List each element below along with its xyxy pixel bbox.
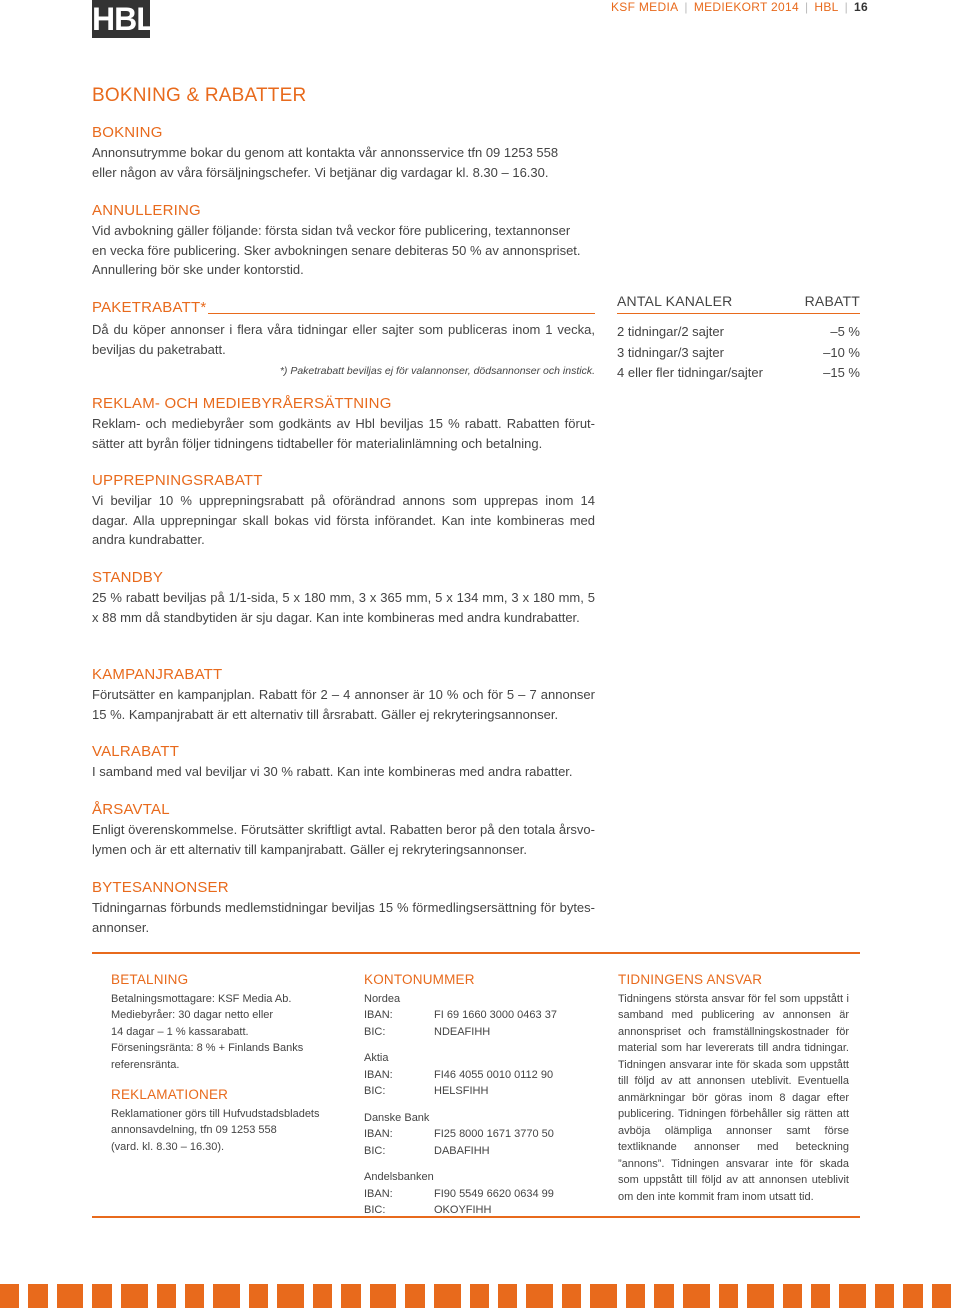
footer-line: Mediebyråer: 30 dagar netto eller <box>111 1009 274 1021</box>
table-cell: –15 % <box>823 365 860 380</box>
bic-label: BIC: <box>364 1085 386 1097</box>
bic-value: NDEAFIHH <box>434 1025 491 1038</box>
footer-heading: BETALNING <box>111 972 189 987</box>
section-kampanj <box>92 665 595 724</box>
footer-heading: TIDNINGENS ANSVAR <box>618 972 763 987</box>
table-cell: 2 tidningar/2 sajter <box>617 324 724 339</box>
running-head: KSF MEDIA | MEDIEKORT 2014 | HBL | 16 <box>611 0 868 14</box>
page-title: BOKNING & RABATTER <box>92 85 307 106</box>
footer-line: annonsavdelning, tfn 09 1253 558 <box>111 1124 277 1136</box>
bic-label: BIC: <box>364 1144 386 1157</box>
section-heading: UPPREPNINGSRABATT <box>92 472 263 489</box>
footer-line: Betalningsmottagare: KSF Media Ab. <box>111 992 292 1005</box>
bank-name: Nordea <box>364 992 401 1005</box>
iban-value: FI46 4055 0010 0112 90 <box>434 1068 554 1081</box>
section-heading: BYTESANNONSER <box>92 879 229 896</box>
footer-top-rule <box>92 952 860 954</box>
section-text: I samband med val beviljar vi 30 % rabatt. Kan inte kombineras med andra rabatter. <box>92 764 573 779</box>
table-cell: –10 % <box>823 344 860 360</box>
footer-heading: REKLAMATIONER <box>111 1087 229 1102</box>
bank-entry <box>364 991 594 1041</box>
footer-kontonummer <box>364 972 594 1219</box>
section-text: Vi beviljar 10 % upprepningsrabatt på oförändrad annons som upprepas inom 14 dagar. Alla upprepningar skall bokas vid första införandet. Kan inte kombineras med andra kundrabatter. <box>92 493 595 547</box>
iban-label: IBAN: <box>364 1187 393 1200</box>
section-text: Annonsutrymme bokar du genom att kontakta vår annonsservice tfn 09 1253 558 eller någon av våra försäljningschefer. Vi betjänar dig vardagar kl. 8.30 – 16.30. <box>92 145 559 180</box>
table-header <box>617 293 860 314</box>
running-head-title: HBL <box>814 0 839 14</box>
heading-underline <box>208 313 595 314</box>
table-row <box>617 363 860 384</box>
section-text: Förutsätter en kampanjplan. Rabatt för 2 – 4 annonser är 10 % och för 5 – 7 annonser 15 %. Kampanjrabatt är ett alternativ till årsrabatt. Gäller ej rekryteringsannonser. <box>92 687 595 722</box>
bank-name: Andelsbanken <box>364 1171 434 1183</box>
section-text: Tidningarnas förbunds medlemstidningar beviljas 15 % förmedlingsersättning för bytes-annonser. <box>92 900 595 935</box>
footer-heading: KONTONUMMER <box>364 972 475 987</box>
column-header: RABATT <box>804 293 860 309</box>
section-heading: BOKNING <box>92 124 163 141</box>
section-text: Vid avbokning gäller följande: första sidan två veckor före publicering, textannonser en vecka före publicering. Sker avbokningen senare debiteras 50 % av annonspriset. Annullering bör ske under kontorstid. <box>92 223 581 277</box>
section-text: Reklam- och mediebyråer som godkänts av Hbl beviljas 15 % rabatt. Rabatten förut-sätter att byrån följer tidningens tidtabeller för materialinlämning och betalning. <box>92 416 595 451</box>
section-heading: PAKETRABATT* <box>92 299 207 316</box>
section-bytesannonser <box>92 878 595 937</box>
section-heading: ÅRSAVTAL <box>92 801 170 818</box>
bank-entry <box>364 1050 594 1100</box>
running-head-document: MEDIEKORT 2014 <box>693 0 799 14</box>
bic-label: BIC: <box>364 1025 386 1038</box>
discount-table <box>617 293 860 384</box>
iban-value: FI 69 1660 3000 0463 37 <box>434 1009 557 1021</box>
bank-name: Aktia <box>364 1052 389 1064</box>
footer-line: (vard. kl. 8.30 – 16.30). <box>111 1140 225 1153</box>
section-bokning <box>92 123 595 182</box>
footer-text: Tidningens största ansvar för fel som uppstått i samband med publicering av annonsen är annonspriset och framställningskostnader för material som har levererats till andra tidningar. Tidningen ansvarar inte för skada som uppstått till följd av att annonsen uteblivit. Eventuella anmärkningar bör göras inom 8 dagar efter publicering. Tidningen förbehåller sig rätten att avböja olämpliga annonser samt förse textliknande annonser med beteckning ”annons”. Tidningen ansvarar inte för skada som uppstått till följd av att annonsen uteblivit om den inte kommit fram inom utsatt tid. <box>618 992 849 1203</box>
iban-label: IBAN: <box>364 1068 393 1081</box>
section-heading: REKLAM- OCH MEDIEBYRÅERSÄTTNING <box>92 395 392 412</box>
iban-value: FI25 8000 1671 3770 50 <box>434 1128 554 1140</box>
bic-label: BIC: <box>364 1204 386 1216</box>
section-text: Då du köper annonser i flera våra tidningar eller sajter som publiceras inom 1 vecka, beviljas du paketrabatt. <box>92 322 595 357</box>
section-standby <box>92 568 595 627</box>
table-row <box>617 343 860 364</box>
table-cell: 3 tidningar/3 sajter <box>617 344 724 360</box>
section-heading: KAMPANJRABATT <box>92 666 223 683</box>
section-heading: ANNULLERING <box>92 202 201 219</box>
column-header: ANTAL KANALER <box>617 293 733 309</box>
bank-name: Danske Bank <box>364 1111 430 1124</box>
footer-line: 14 dagar – 1 % kassarabatt. <box>111 1025 249 1038</box>
section-text: Enligt överenskommelse. Förutsätter skriftligt avtal. Rabatten beror på den totala årsvo-lymen och är ett alternativ till kampanjrabatt. Gäller ej rekryteringsannonser. <box>92 822 595 857</box>
footer-line: referensränta. <box>111 1058 180 1071</box>
section-upprepning <box>92 471 595 550</box>
section-valrabatt <box>92 742 595 782</box>
footer-ansvar <box>618 972 849 1205</box>
footer-line: Reklamationer görs till Hufvudstadsbladets <box>111 1107 320 1120</box>
footer-line: Förseningsränta: 8 % + Finlands Banks <box>111 1042 304 1054</box>
section-heading: VALRABATT <box>92 743 180 760</box>
bic-value: HELSFIHH <box>434 1085 489 1097</box>
section-heading: STANDBY <box>92 569 164 586</box>
iban-label: IBAN: <box>364 1128 393 1140</box>
hbl-logo: HBL <box>92 1 155 37</box>
running-head-publisher: KSF MEDIA <box>611 0 679 14</box>
iban-value: FI90 5549 6620 0634 99 <box>434 1187 554 1200</box>
bic-value: OKOYFIHH <box>434 1204 492 1216</box>
section-paketrabatt <box>92 298 595 377</box>
decorative-stripes <box>0 1284 960 1308</box>
table-row <box>617 322 860 343</box>
section-text: 25 % rabatt beviljas på 1/1-sida, 5 x 180 mm, 3 x 365 mm, 5 x 134 mm, 3 x 180 mm, 5 x 88 mm då standbytiden är sju dagar. Kan inte kombineras med andra kundrabatter. <box>92 590 595 625</box>
bank-entry <box>364 1110 594 1160</box>
section-reklam <box>92 394 595 453</box>
bic-value: DABAFIHH <box>434 1144 490 1157</box>
section-arsavtal <box>92 800 595 859</box>
table-cell: 4 eller fler tidningar/sajter <box>617 365 763 380</box>
footer-betalning <box>111 972 341 1155</box>
page-number: 16 <box>854 0 868 14</box>
bank-entry <box>364 1169 594 1219</box>
iban-label: IBAN: <box>364 1009 393 1021</box>
section-annullering <box>92 201 595 280</box>
table-cell: –5 % <box>830 324 860 339</box>
footnote: *) Paketrabatt beviljas ej för valannonser, dödsannonser och instick. <box>279 365 595 377</box>
